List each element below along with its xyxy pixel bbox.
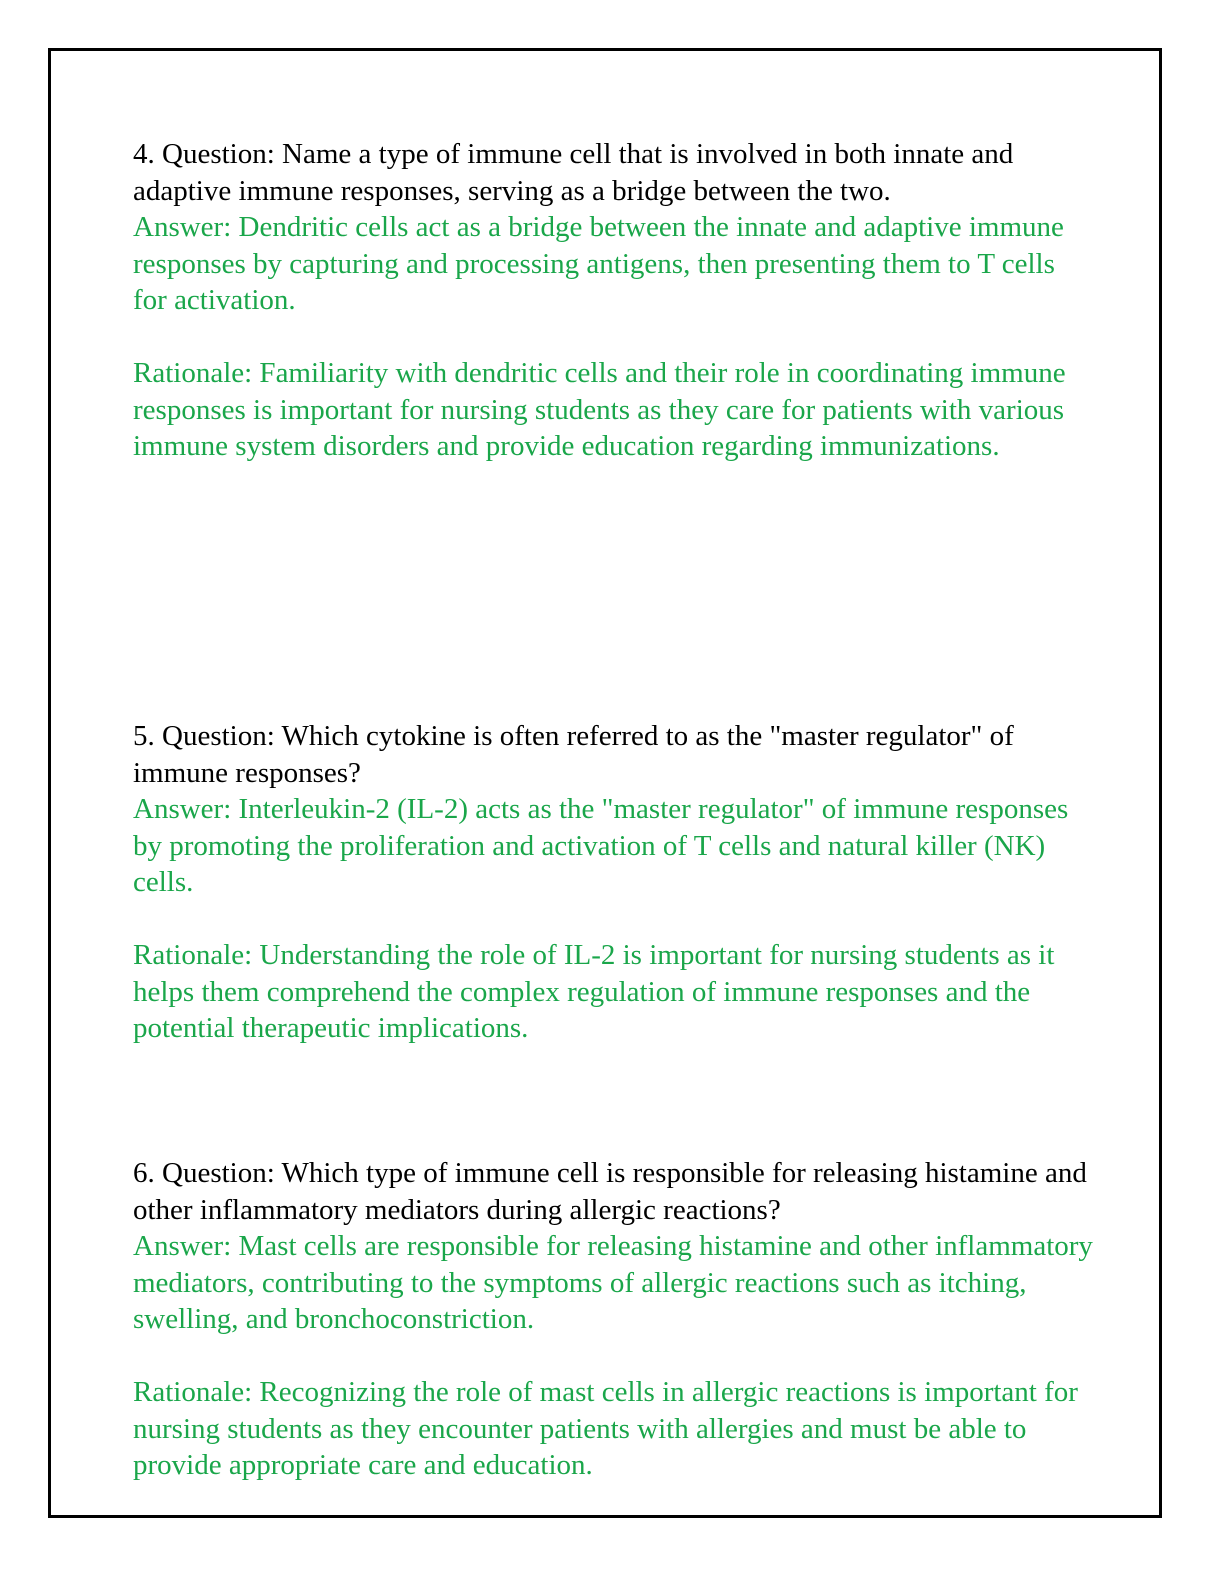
answer-5: Answer: Interleukin-2 (IL-2) acts as the "master regulator" of immune responses by promoting the proliferation and activation of T cells and natural killer (NK) cells. — [133, 793, 1069, 898]
question-6: 6. Question: Which type of immune cell is responsible for releasing histamine and other inflammatory mediators during allergic reactions? — [133, 1157, 1087, 1226]
answer-4: Answer: Dendritic cells act as a bridge between the innate and adaptive immune responses by capturing and processing antigens, then presenting them to T cells for activation. — [133, 211, 1064, 316]
rationale-4: Rationale: Familiarity with dendritic cells and their role in coordinating immune responses is important for nursing students as they care for patients with various immune system disorders and provide education regarding immunizations. — [133, 357, 1066, 462]
rationale-6: Rationale: Recognizing the role of mast cells in allergic reactions is important for nursing students as they encounter patients with allergies and must be able to provide appropriate care and education. — [133, 1376, 1078, 1481]
qa-block-6 — [133, 1155, 1093, 1484]
qa-block-5 — [133, 718, 1093, 1047]
qa-block-4 — [133, 136, 1093, 465]
rationale-5: Rationale: Understanding the role of IL-2 is important for nursing students as it helps them comprehend the complex regulation of immune responses and the potential therapeutic implications. — [133, 939, 1055, 1044]
question-5: 5. Question: Which cytokine is often referred to as the "master regulator" of immune responses? — [133, 720, 1014, 789]
answer-6: Answer: Mast cells are responsible for releasing histamine and other inflammatory mediators, contributing to the symptoms of allergic reactions such as itching, swelling, and bronchoconstriction. — [133, 1230, 1093, 1335]
question-4: 4. Question: Name a type of immune cell that is involved in both innate and adaptive immune responses, serving as a bridge between the two. — [133, 138, 1014, 207]
